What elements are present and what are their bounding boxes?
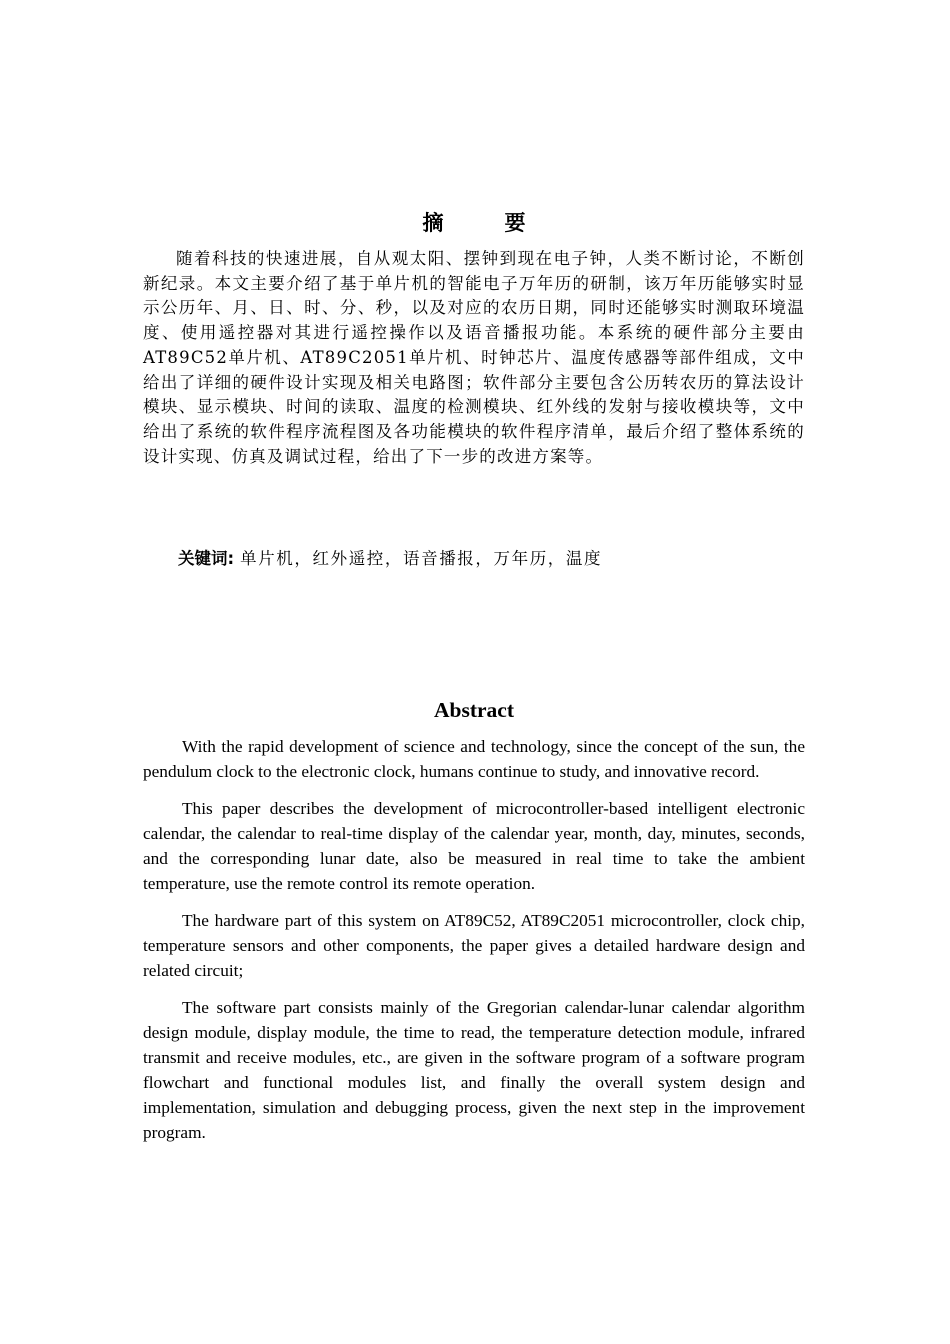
abstract-paragraph: With the rapid development of science and technology, since the concept of the sun, the pendulum clock to the electronic clock, humans continue to study, and innovative record. (143, 737, 805, 781)
keywords-value: 单片机，红外遥控，语音播报，万年历，温度 (240, 549, 603, 568)
abstract-paragraph: This paper describes the development of microcontroller-based intelligent electronic calendar, the calendar to real-time display of the calendar year, month, day, minutes, seconds, and the corresponding lunar date, also be measured in real time to take the ambient temperature, use the remote control its remote operation. (143, 799, 805, 893)
english-abstract-body (143, 734, 805, 1157)
chinese-abstract-body: 随着科技的快速进展，自从观太阳、摆钟到现在电子钟，人类不断讨论，不断创新纪录。本文主要介绍了基于单片机的智能电子万年历的研制，该万年历能够实时显示公历年、月、日、时、分、秒，以及对应的农历日期，同时还能够实时测取环境温度、使用遥控器对其进行遥控操作以及语音播报功能。本系统的硬件部分主要由AT89C52单片机、AT89C2051单片机、时钟芯片、温度传感器等部件组成，文中给出了详细的硬件设计实现及相关电路图；软件部分主要包含公历转农历的算法设计模块、显示模块、时间的读取、温度的检测模块、红外线的发射与接收模块等，文中给出了系统的软件程序流程图及各功能模块的软件程序清单，最后介绍了整体系统的设计实现、仿真及调试过程，给出了下一步的改进方案等。 (143, 249, 805, 466)
chinese-abstract-title: 摘 要 (422, 210, 546, 235)
keywords-label: 关键词: (178, 549, 235, 568)
keywords-line (178, 546, 798, 572)
english-abstract-title: Abstract (433, 698, 514, 722)
abstract-paragraph: The software part consists mainly of the Gregorian calendar-lunar calendar algorithm design module, display module, the time to read, the temperature detection module, infrared transmit and receive modules, etc., are given in the software program of a software program flowchart and functional modules list, and finally the overall system design and implementation, simulation and debugging process, given the next step in the improvement program. (143, 998, 805, 1142)
abstract-paragraph: The hardware part of this system on AT89C52, AT89C2051 microcontroller, clock chip, temperature sensors and other components, the paper gives a detailed hardware design and related circuit; (143, 911, 805, 980)
